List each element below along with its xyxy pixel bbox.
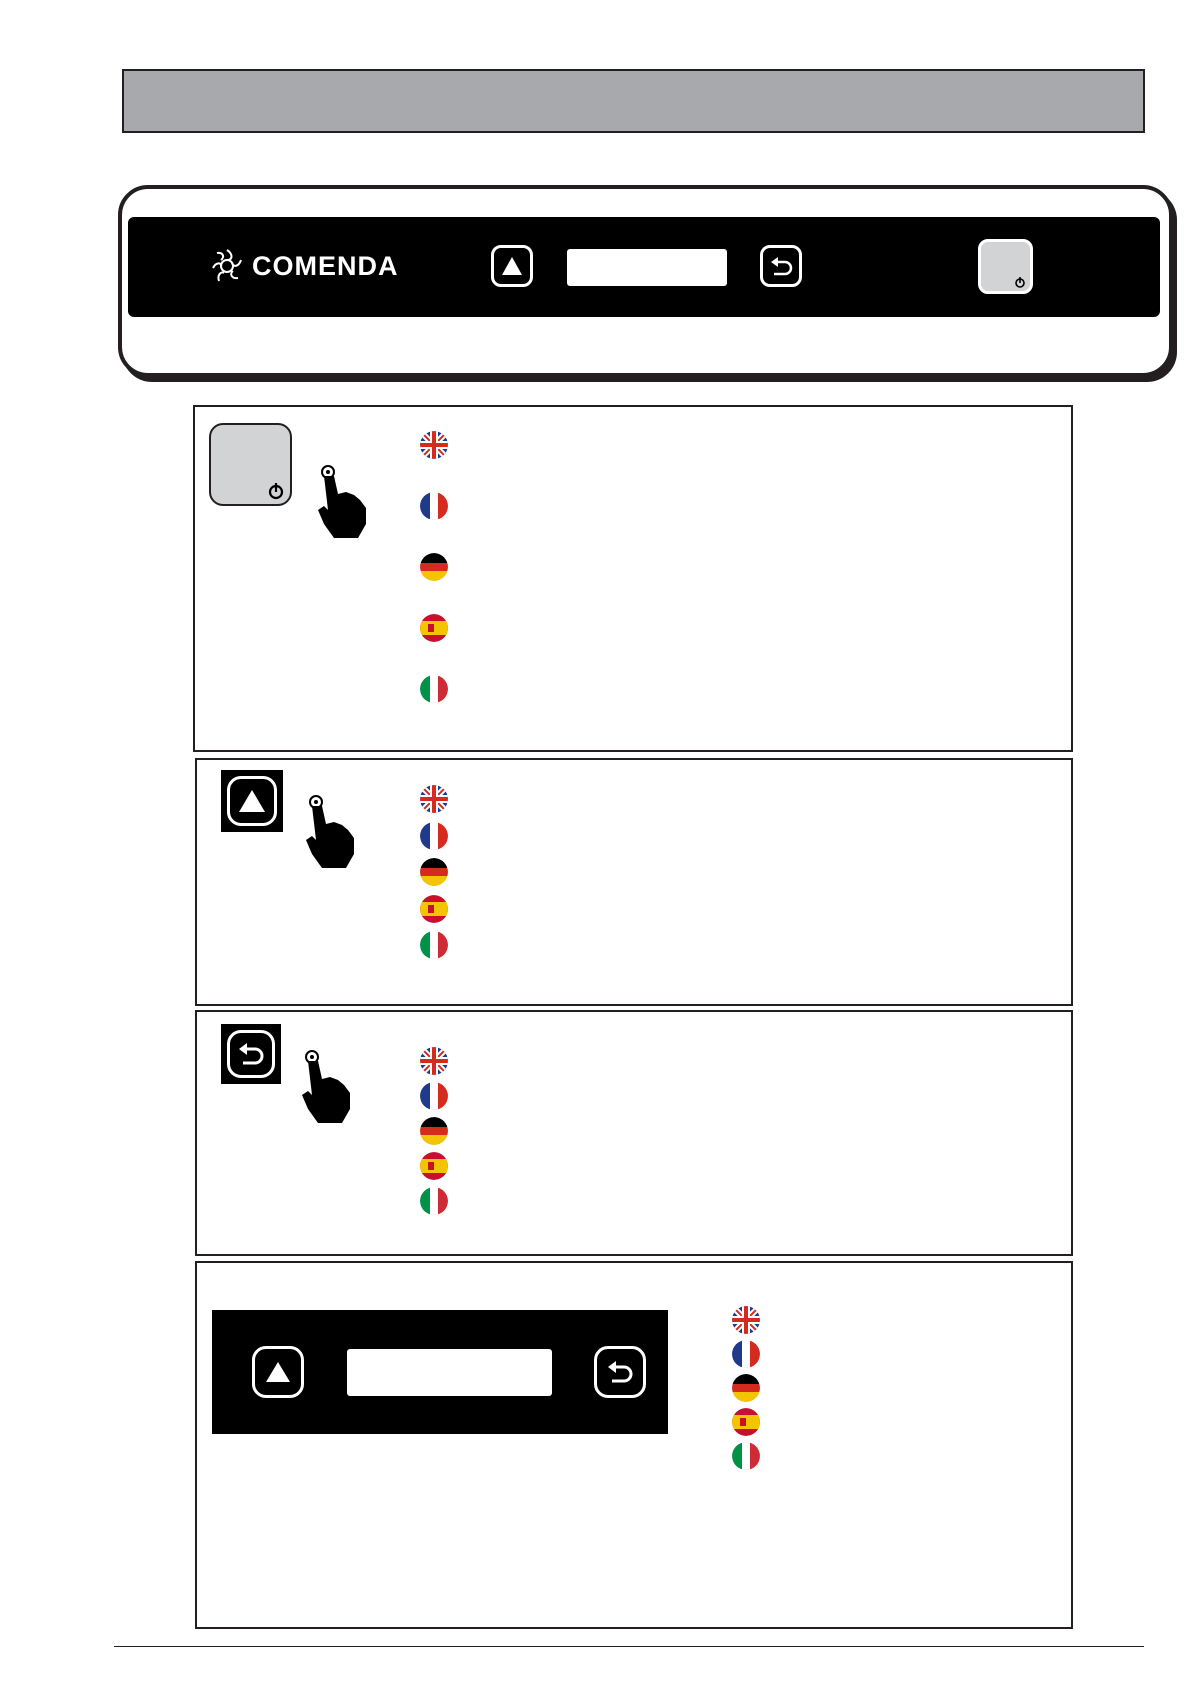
flag-de-icon	[420, 858, 448, 891]
up-key-illustration	[221, 770, 283, 832]
hand-pointer-icon	[296, 1047, 356, 1125]
flag-it-icon	[420, 675, 448, 708]
flag-uk-icon	[420, 785, 448, 818]
flag-es-icon	[420, 895, 448, 928]
hand-pointer-icon	[312, 462, 372, 540]
brand-name: COMENDA	[252, 250, 399, 281]
arrow-up-icon	[264, 1360, 292, 1384]
flag-de-icon	[420, 1117, 448, 1150]
panel-power-button[interactable]	[978, 239, 1033, 294]
flag-it-icon	[732, 1442, 760, 1475]
power-key-illustration	[209, 423, 292, 506]
hand-pointer-icon	[300, 792, 360, 870]
panel-return-button[interactable]	[760, 245, 802, 287]
return-key-illustration	[221, 1024, 281, 1084]
power-icon	[267, 482, 285, 500]
display-up-button	[252, 1346, 304, 1398]
flag-es-icon	[732, 1408, 760, 1441]
header-bar	[122, 69, 1145, 133]
flag-de-icon	[420, 553, 448, 586]
flag-fr-icon	[420, 822, 448, 855]
flag-fr-icon	[420, 1082, 448, 1115]
flag-fr-icon	[420, 492, 448, 525]
flag-fr-icon	[732, 1340, 760, 1373]
power-icon	[1014, 276, 1026, 288]
flag-de-icon	[732, 1374, 760, 1407]
brand-logo	[210, 246, 399, 286]
footer-rule	[114, 1646, 1144, 1647]
display-screen	[347, 1349, 552, 1396]
flag-it-icon	[420, 931, 448, 964]
comenda-logo-icon	[210, 246, 244, 286]
return-icon	[768, 255, 794, 277]
panel-up-button[interactable]	[491, 245, 533, 287]
flag-it-icon	[420, 1187, 448, 1220]
flag-es-icon	[420, 1152, 448, 1185]
arrow-up-icon	[237, 788, 267, 814]
flag-es-icon	[420, 614, 448, 647]
display-return-button	[594, 1346, 646, 1398]
flag-uk-icon	[420, 431, 448, 464]
flag-uk-icon	[420, 1047, 448, 1080]
return-icon	[236, 1041, 266, 1067]
flag-uk-icon	[732, 1306, 760, 1339]
arrow-up-icon	[500, 255, 524, 277]
panel-display	[567, 249, 727, 286]
return-icon	[605, 1359, 635, 1385]
section-power	[193, 405, 1073, 752]
